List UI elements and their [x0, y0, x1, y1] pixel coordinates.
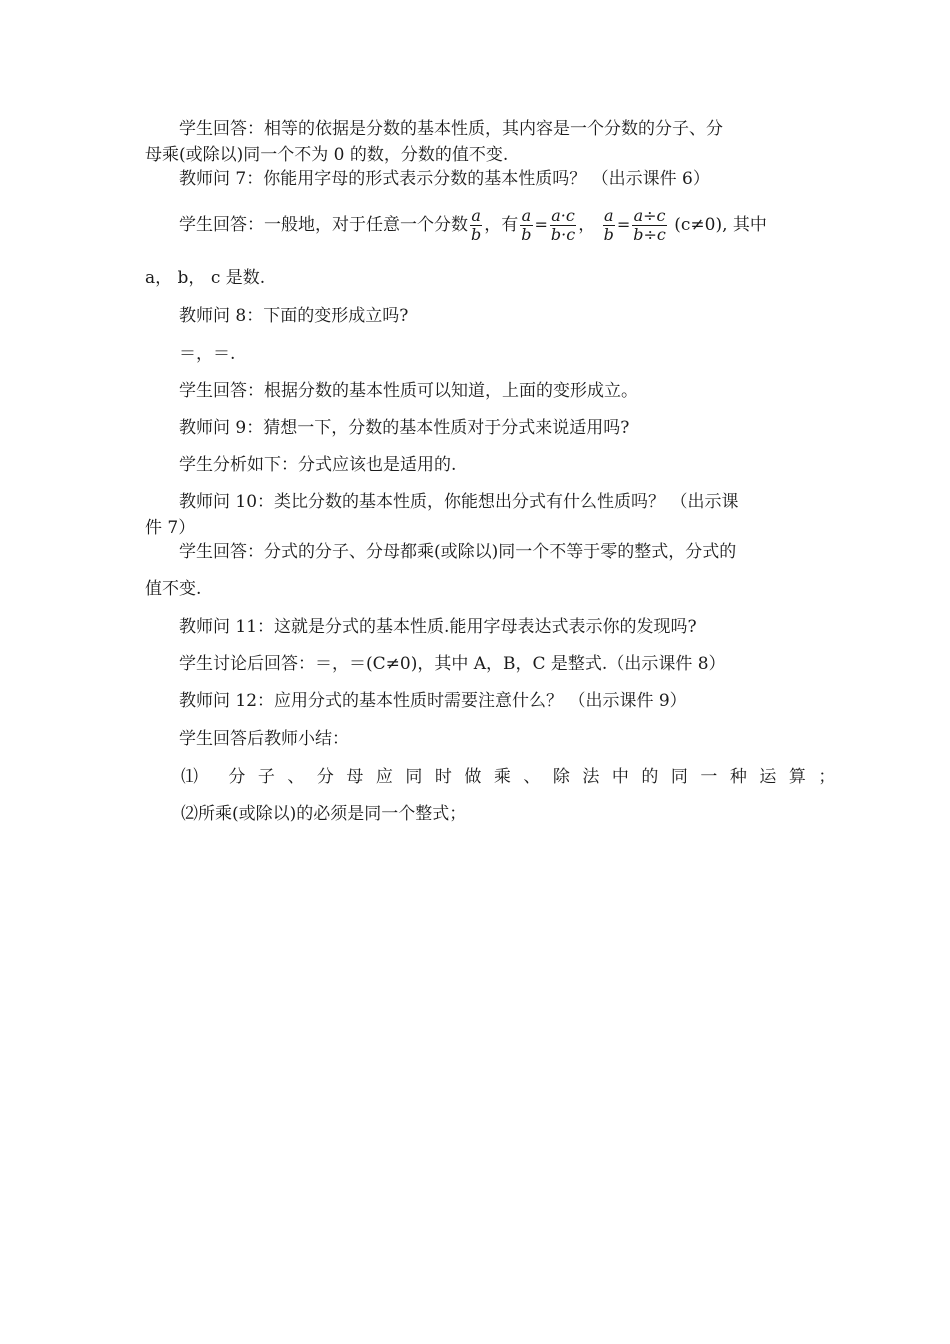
summary-item-2: ⑵所乘(或除以)的必须是同一个整式； [181, 804, 467, 824]
paragraph-teacher-q11: 教师问 11：这就是分式的基本性质.能用字母表达式表示你的发现吗? [179, 617, 697, 637]
fraction-divide: $\frac{a\div c}{b\div c}$ [633, 206, 666, 244]
paragraph-student-answer-4: 学生回答：分式的分子、分母都乘(或除以)同一个不等于零的整式，分式的 [179, 542, 737, 562]
paragraph-equations: ＝，＝. [179, 344, 236, 364]
line: 母乘(或除以)同一个不为 0 的数，分数的值不变. [145, 145, 509, 165]
line: 教师问 10：类比分数的基本性质，你能想出分式有什么性质吗？ （出示课 [179, 492, 739, 512]
paragraph-student-discussion: 学生讨论后回答：＝，＝(C≠0)，其中 A，B，C 是整式.（出示课件 8） [179, 654, 726, 674]
paragraph-teacher-q8: 教师问 8：下面的变形成立吗? [179, 306, 409, 326]
formula-suffix: (c≠0), 其中 [668, 215, 767, 235]
paragraph-student-analysis: 学生分析如下：分式应该也是适用的. [179, 455, 457, 475]
paragraph-variables: a， b， c 是数. [145, 268, 266, 288]
summary-item-1: ⑴ 分子、分母应同时做乘、除法中的同一种运算； [181, 767, 848, 787]
paragraph-teacher-q9: 教师问 9：猜想一下，分数的基本性质对于分式来说适用吗? [179, 418, 630, 438]
equals-sign: = [534, 215, 548, 234]
formula-prefix: 学生回答：一般地，对于任意一个分数 [179, 215, 468, 235]
paragraph-student-answer-1 [145, 116, 805, 168]
line: 件 7） [145, 518, 196, 538]
fraction-a-over-b: $\frac{a}{b}$ [471, 206, 482, 244]
paragraph-teacher-q10 [145, 489, 805, 541]
paragraph-student-answer-formula [179, 207, 839, 244]
fraction-multiply: $\frac{a\cdot c}{b\cdot c}$ [550, 206, 576, 244]
formula-mid1: ，有 [484, 215, 519, 235]
paragraph-student-answer-4-cont: 值不变. [145, 579, 202, 599]
line: 学生回答：相等的依据是分数的基本性质，其内容是一个分数的分子、分 [179, 119, 723, 139]
equals-sign-2: = [616, 215, 631, 234]
paragraph-summary-intro: 学生回答后教师小结： [179, 729, 349, 749]
formula-mid2: ， [578, 215, 596, 235]
paragraph-teacher-q7: 教师问 7：你能用字母的形式表示分数的基本性质吗？ （出示课件 6） [179, 169, 710, 189]
paragraph-teacher-q12: 教师问 12：应用分式的基本性质时需要注意什么？ （出示课件 9） [179, 691, 687, 711]
paragraph-student-answer-3: 学生回答：根据分数的基本性质可以知道，上面的变形成立。 [179, 381, 638, 401]
fraction-a-over-b-3: $\frac{a}{b}$ [603, 206, 614, 244]
fraction-a-over-b-2: $\frac{a}{b}$ [521, 206, 532, 244]
